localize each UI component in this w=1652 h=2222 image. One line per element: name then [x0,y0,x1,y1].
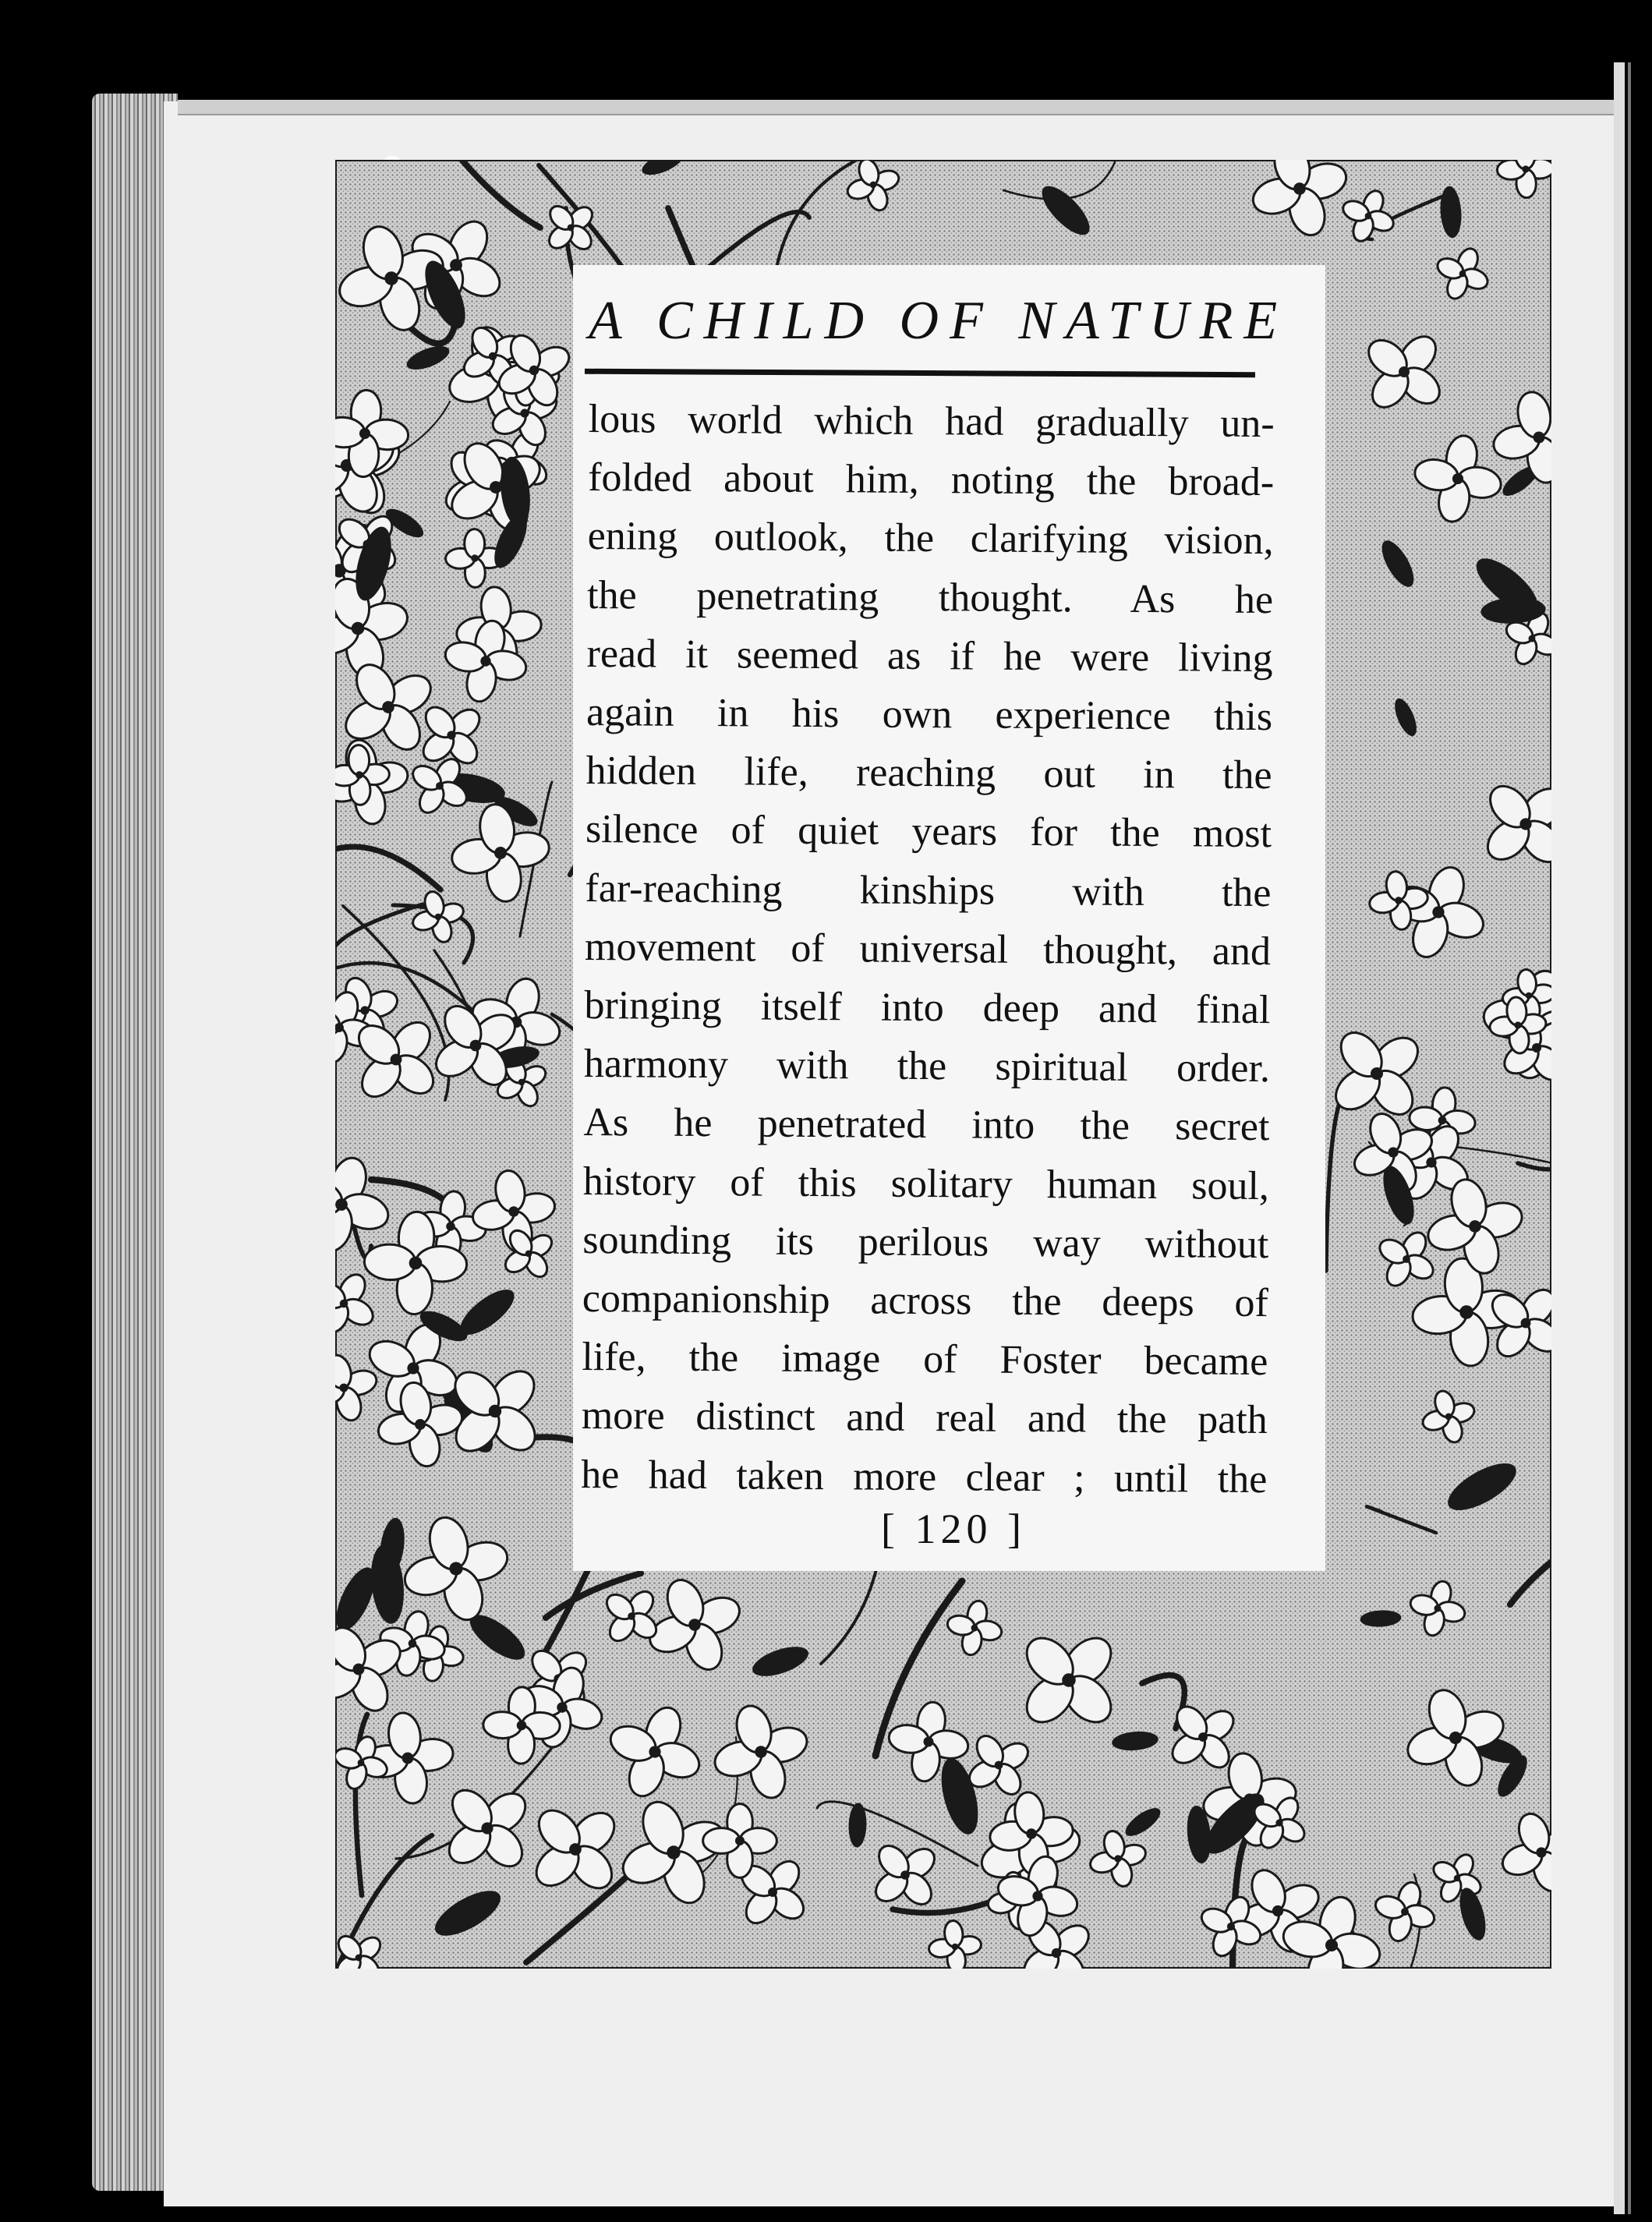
text-line: bringing itself into deep and final [584,983,1271,1033]
text-line: companionship across the deeps of [582,1276,1269,1326]
text-line: life, the image of Foster became [582,1335,1268,1385]
gutter-line [1628,62,1631,2214]
text-line: hidden life, reaching out in the [585,748,1272,798]
text-line: more distinct and real and the path [581,1393,1268,1443]
facing-page-edge [1614,62,1625,2214]
page-number: [ 120 ] [881,1506,1026,1552]
text-line: history of this solitary human soul, [582,1159,1270,1208]
text-line: far-reaching kinships with the [585,865,1272,915]
text-line: movement of universal thought, and [584,924,1272,974]
text-line: ening outlook, the clarifying vision, [587,514,1274,564]
text-line: again in his own experience this [585,690,1273,740]
running-head: A CHILD OF NATURE [589,291,1289,351]
text-line: read it seemed as if he were living [586,631,1273,681]
text-line: harmony with the spiritual order. [583,1042,1271,1092]
text-line: sounding its perilous way without [582,1217,1269,1267]
text-line: As he penetrated into the secret [583,1100,1270,1150]
page-top-edge [178,100,1620,115]
text-line: lous world which had gradually un- [588,396,1275,447]
text-line: folded about him, noting the broad- [588,455,1275,505]
text-line: the penetrating thought. As he [586,572,1274,622]
text-line: he had taken more clear ; until the [581,1452,1268,1502]
text-line: silence of quiet years for the most [585,807,1272,857]
body-text [581,390,1275,1509]
